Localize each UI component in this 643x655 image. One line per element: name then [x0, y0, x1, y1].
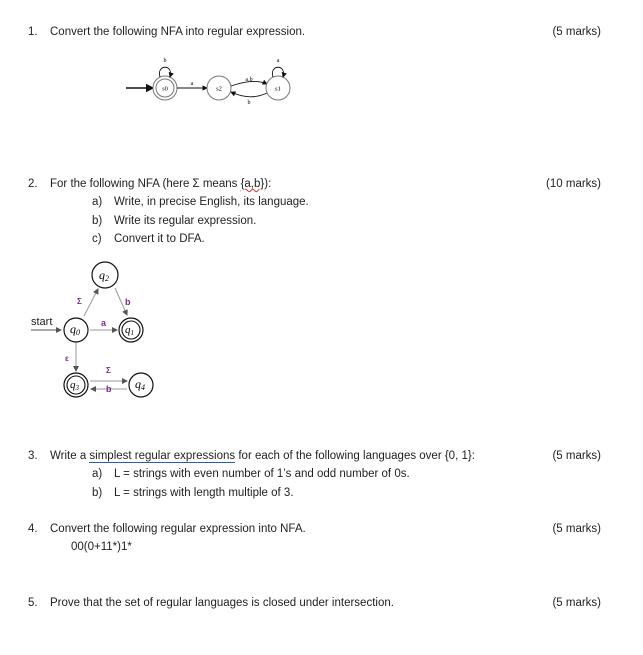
- q3-number: 3.: [28, 450, 38, 462]
- q4-number: 4.: [28, 523, 38, 535]
- q2-number: 2.: [28, 178, 38, 190]
- q2-item-c-label: c): [92, 233, 102, 245]
- q2-item-c-text: Convert it to DFA.: [114, 233, 205, 245]
- q2-state-q0: [64, 318, 88, 342]
- q2-edge-q3-q4-label: Σ: [106, 366, 111, 375]
- svg-text:q0: q0: [70, 322, 80, 337]
- q4-text: Convert the following regular expression into NFA.: [50, 523, 306, 535]
- svg-text:q2: q2: [99, 268, 109, 283]
- q2-state-q2: [92, 262, 118, 288]
- q1-state-s0: [153, 76, 177, 100]
- q1-state-s2-label: s2: [216, 85, 222, 93]
- q2-edge-q0-q3-label: ε: [65, 354, 69, 363]
- q5-text: Prove that the set of regular languages is closed under intersection.: [50, 597, 394, 609]
- q4-marks: (5 marks): [552, 523, 601, 535]
- q4-expression: 00(0+11*)1*: [71, 541, 132, 553]
- q2-item-a-text: Write, in precise English, its language.: [114, 196, 309, 208]
- q3-text-before: Write a: [50, 450, 90, 462]
- q3-text: [50, 450, 475, 462]
- q1-edge-s1-s2-label: b: [247, 100, 251, 106]
- q3-marks: (5 marks): [552, 450, 601, 462]
- q1-state-s1-label: s1: [275, 85, 281, 93]
- q1-state-s0-label: s0: [162, 85, 168, 93]
- q1-edge-s0-s2-label: a: [190, 81, 194, 87]
- q3-item-a-text: L = strings with even number of 1’s and odd number of 0s.: [114, 468, 410, 480]
- q2-text-before: For the following NFA (here Σ means: [50, 178, 241, 190]
- q1-loop-s0-label: b: [163, 58, 167, 64]
- q1-nfa-diagram: [120, 48, 300, 108]
- q1-marks: (5 marks): [552, 26, 601, 38]
- q3-item-b-text: L = strings with length multiple of 3.: [114, 487, 294, 499]
- q3-text-underlined: simplest regular expressions: [89, 450, 236, 462]
- q2-edge-q2-q1-label: b: [125, 297, 131, 307]
- q2-sigma-set: {a,b}: [240, 178, 265, 190]
- q1-edge-s2-s1-label: a,b: [245, 77, 253, 83]
- q2-start-label: start: [31, 316, 53, 328]
- q1-state-s2: [207, 76, 231, 100]
- svg-text:q3: q3: [70, 379, 79, 392]
- q1-state-s1: [266, 76, 290, 100]
- q2-item-b-text: Write its regular expression.: [114, 215, 257, 227]
- q1-loop-s1-label: a: [276, 58, 280, 64]
- q3-item-b-label: b): [92, 487, 103, 499]
- q5-number: 5.: [28, 597, 38, 609]
- q2-text-after: ):: [264, 178, 272, 190]
- q1-edge-s1-s2: [231, 92, 267, 97]
- q2-edge-q4-q3-label: b: [106, 384, 112, 394]
- q3-text-after: for each of the following languages over {0, 1}:: [235, 450, 475, 462]
- q1-text: Convert the following NFA into regular expression.: [50, 26, 306, 38]
- q2-item-a-label: a): [92, 196, 103, 208]
- q2-state-q4: [129, 373, 153, 397]
- q2-marks: (10 marks): [546, 178, 601, 190]
- svg-text:q4: q4: [135, 377, 145, 392]
- q2-state-q1: [119, 318, 143, 342]
- q2-edge-q0-q2-label: Σ: [77, 297, 82, 306]
- q2-text: [50, 178, 271, 190]
- q5-marks: (5 marks): [552, 597, 601, 609]
- svg-text:q1: q1: [125, 324, 134, 337]
- q2-state-q3: [64, 373, 88, 397]
- q2-nfa-diagram: [28, 258, 168, 406]
- q3-item-a-label: a): [92, 468, 103, 480]
- q1-number: 1.: [28, 26, 38, 38]
- q2-edge-q0-q2: [84, 289, 98, 316]
- q2-edge-q0-q1-label: a: [101, 318, 107, 328]
- q2-item-b-label: b): [92, 215, 103, 227]
